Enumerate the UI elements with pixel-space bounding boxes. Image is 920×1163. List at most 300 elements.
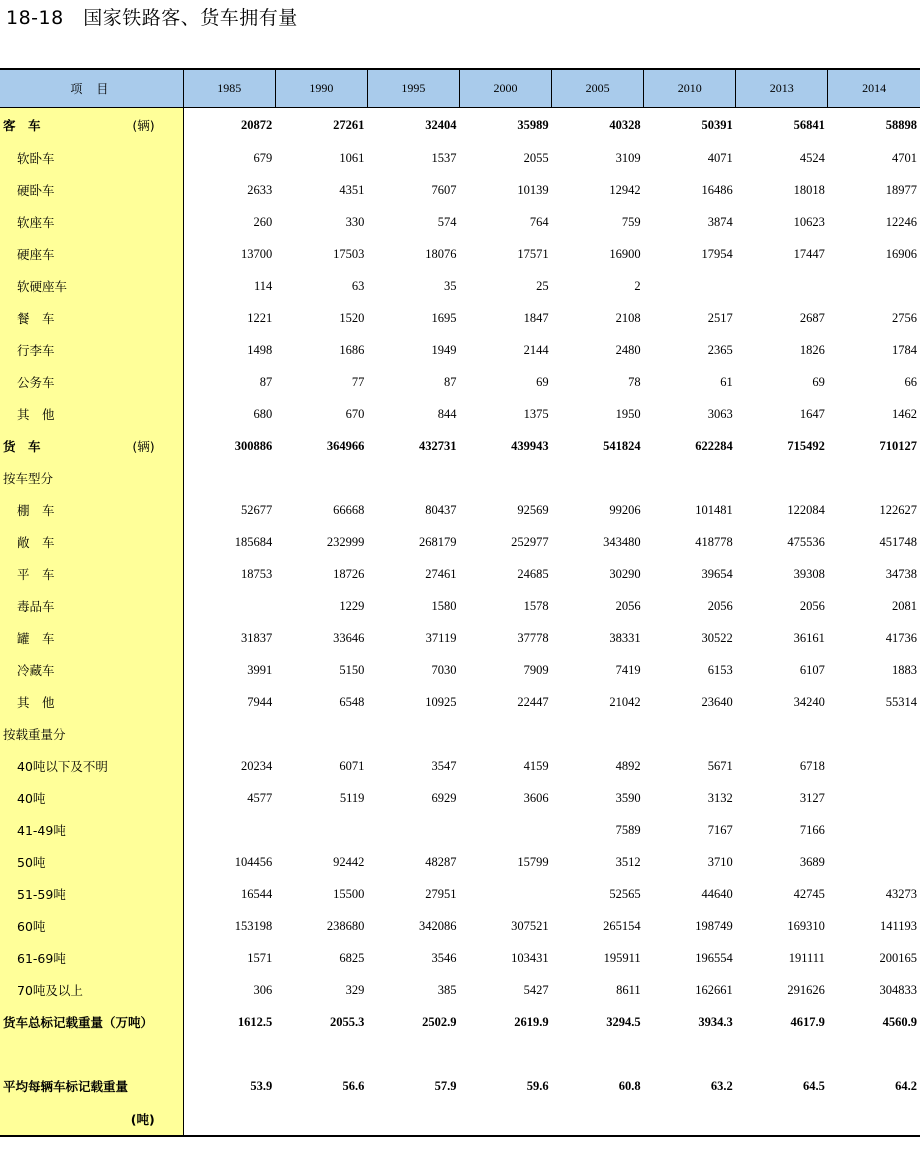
value-cell: 541824	[603, 438, 641, 453]
value-cell: 1883	[892, 662, 917, 677]
value-cell: 69	[812, 374, 825, 389]
value-cell: 4701	[892, 150, 917, 165]
value-cell	[552, 1038, 644, 1070]
value-cell: 1462	[892, 406, 917, 421]
value-cell: 25	[536, 278, 549, 293]
table-header	[0, 69, 920, 108]
value-cell: 7166	[799, 822, 825, 837]
value-cell: 8611	[616, 982, 641, 997]
value-cell: 3109	[615, 150, 641, 165]
value-cell: 4351	[339, 182, 365, 197]
value-cell: 18977	[885, 182, 917, 197]
row-label: 50吨	[17, 855, 46, 870]
value-cell: 2	[634, 278, 641, 293]
value-cell: 59.6	[526, 1078, 549, 1093]
value-cell: 2365	[707, 342, 733, 357]
value-cell	[183, 590, 275, 622]
value-cell: 4071	[707, 150, 733, 165]
value-cell: 87	[259, 374, 273, 389]
row-unit: (辆)	[132, 118, 155, 133]
table-row	[0, 846, 920, 878]
value-cell: 104456	[234, 854, 273, 869]
value-cell: 2055	[523, 150, 549, 165]
value-cell	[275, 462, 367, 494]
value-cell: 63.2	[710, 1078, 733, 1093]
value-cell: 1612.5	[237, 1014, 273, 1029]
row-label: 硬座车	[17, 247, 55, 262]
value-cell: 44640	[701, 886, 733, 901]
value-cell	[828, 750, 920, 782]
table-row	[0, 718, 920, 750]
table-body	[0, 108, 920, 1137]
value-cell: 1578	[523, 598, 549, 613]
value-cell: 36161	[793, 630, 825, 645]
value-cell: 195911	[603, 950, 641, 965]
value-cell: 196554	[695, 950, 733, 965]
value-cell: 34240	[793, 694, 825, 709]
value-cell: 1375	[523, 406, 549, 421]
row-label-cell	[0, 142, 183, 174]
value-cell: 20872	[241, 117, 273, 132]
value-cell: 1061	[339, 150, 365, 165]
row-label: 软卧车	[17, 151, 55, 166]
row-label-cell	[0, 302, 183, 334]
value-cell: 1229	[339, 598, 365, 613]
value-cell: 16906	[885, 246, 917, 261]
value-cell: 300886	[234, 438, 273, 453]
value-cell: 268179	[418, 534, 457, 549]
value-cell: 78	[628, 374, 641, 389]
value-cell: 3063	[707, 406, 733, 421]
value-cell: 670	[345, 406, 365, 421]
value-cell	[828, 814, 920, 846]
row-label-cell	[0, 108, 183, 143]
row-label: 毒品车	[17, 599, 55, 614]
value-cell: 43273	[885, 886, 917, 901]
value-cell: 40328	[609, 117, 641, 132]
value-cell: 12246	[885, 214, 917, 229]
row-label-cell	[0, 1070, 183, 1102]
value-cell: 764	[529, 214, 549, 229]
value-cell	[828, 462, 920, 494]
table-row	[0, 942, 920, 974]
value-cell	[367, 1038, 459, 1070]
row-label-cell	[0, 878, 183, 910]
value-cell: 122627	[879, 502, 917, 517]
value-cell: 18018	[793, 182, 825, 197]
value-cell	[367, 814, 459, 846]
row-label: 61-69吨	[17, 951, 66, 966]
table-row	[0, 270, 920, 302]
row-label: 51-59吨	[17, 887, 66, 902]
value-cell	[828, 846, 920, 878]
value-cell: 61	[720, 374, 733, 389]
value-cell: 66668	[333, 502, 365, 517]
value-cell	[367, 718, 459, 750]
table-row	[0, 238, 920, 270]
table-row	[0, 622, 920, 654]
row-label: 餐 车	[17, 311, 55, 326]
value-cell: 24685	[517, 566, 549, 581]
value-cell	[367, 462, 459, 494]
table-row	[0, 782, 920, 814]
value-cell: 3547	[431, 758, 457, 773]
value-cell: 2108	[615, 310, 641, 325]
row-label: 硬卧车	[17, 183, 55, 198]
row-label: 平均每辆车标记载重量	[3, 1079, 129, 1094]
row-label: 棚 车	[17, 503, 55, 518]
value-cell: 48287	[425, 854, 457, 869]
value-cell: 307521	[511, 918, 549, 933]
row-label-cell	[0, 462, 183, 494]
value-cell: 17447	[793, 246, 825, 261]
value-cell: 15799	[517, 854, 549, 869]
value-cell	[644, 718, 736, 750]
row-label: 软座车	[17, 215, 55, 230]
value-cell	[275, 1102, 367, 1136]
value-cell: 80437	[425, 502, 457, 517]
table-row	[0, 558, 920, 590]
row-label: 冷藏车	[17, 663, 55, 678]
row-label-cell	[0, 974, 183, 1006]
value-cell: 6071	[339, 758, 365, 773]
value-cell: 18726	[333, 566, 365, 581]
row-label-cell	[0, 1006, 183, 1038]
row-label-cell	[0, 910, 183, 942]
value-cell: 844	[437, 406, 457, 421]
value-cell: 3934.3	[698, 1014, 733, 1029]
row-label-cell	[0, 590, 183, 622]
value-cell: 2056	[707, 598, 733, 613]
value-cell: 715492	[787, 438, 825, 453]
value-cell: 4524	[799, 150, 825, 165]
table-row	[0, 814, 920, 846]
value-cell	[644, 1102, 736, 1136]
value-cell: 3606	[523, 790, 549, 805]
row-label-cell	[0, 718, 183, 750]
value-cell: 38331	[609, 630, 641, 645]
value-cell: 92569	[517, 502, 549, 517]
value-cell: 1520	[339, 310, 365, 325]
value-cell: 18076	[425, 246, 457, 261]
value-cell: 1847	[523, 310, 549, 325]
value-cell: 7607	[431, 182, 457, 197]
value-cell: 3710	[707, 854, 733, 869]
value-cell: 162661	[695, 982, 733, 997]
value-cell: 260	[253, 214, 273, 229]
row-label-cell	[0, 526, 183, 558]
table-row	[0, 142, 920, 174]
table-row	[0, 174, 920, 206]
value-cell: 1826	[799, 342, 825, 357]
value-cell: 64.5	[802, 1078, 825, 1093]
table-row	[0, 302, 920, 334]
value-cell: 252977	[511, 534, 549, 549]
value-cell: 759	[621, 214, 641, 229]
header-item-label: 项目	[0, 69, 183, 108]
value-cell: 200165	[879, 950, 917, 965]
value-cell: 306	[253, 982, 273, 997]
value-cell: 17954	[701, 246, 733, 261]
value-cell: 2756	[892, 310, 917, 325]
value-cell: 6825	[339, 950, 365, 965]
value-cell: 1580	[431, 598, 457, 613]
value-cell: 679	[253, 150, 273, 165]
value-cell: 16544	[241, 886, 273, 901]
row-label-cell	[0, 238, 183, 270]
value-cell: 7419	[615, 662, 641, 677]
row-label-cell	[0, 334, 183, 366]
value-cell: 1498	[247, 342, 273, 357]
value-cell	[736, 718, 828, 750]
value-cell: 5119	[339, 790, 365, 805]
value-cell: 291626	[787, 982, 825, 997]
row-label-cell	[0, 814, 183, 846]
value-cell: 1686	[339, 342, 365, 357]
row-unit: (吨)	[130, 1111, 155, 1127]
value-cell	[644, 270, 736, 302]
value-cell: 103431	[511, 950, 549, 965]
value-cell	[552, 718, 644, 750]
row-label: 按载重量分	[3, 727, 66, 742]
value-cell: 432731	[418, 438, 457, 453]
row-label: 按车型分	[3, 471, 54, 486]
value-cell	[736, 1102, 828, 1136]
value-cell: 4159	[523, 758, 549, 773]
value-cell: 3127	[799, 790, 825, 805]
value-cell: 23640	[701, 694, 733, 709]
value-cell: 2633	[247, 182, 273, 197]
value-cell: 3546	[431, 950, 457, 965]
value-cell: 7944	[247, 694, 273, 709]
value-cell	[644, 462, 736, 494]
value-cell	[459, 878, 551, 910]
value-cell: 37778	[517, 630, 549, 645]
value-cell: 232999	[326, 534, 365, 549]
value-cell: 3294.5	[606, 1014, 641, 1029]
table-row	[0, 878, 920, 910]
row-label-cell	[0, 1038, 183, 1070]
value-cell: 63	[351, 278, 365, 293]
row-label: 其 他	[17, 695, 55, 710]
row-label: 敞 车	[17, 535, 55, 550]
header-year: 2010	[644, 69, 736, 108]
value-cell: 304833	[879, 982, 917, 997]
data-table	[0, 68, 920, 1137]
table-row	[0, 750, 920, 782]
value-cell: 1571	[247, 950, 273, 965]
value-cell: 2480	[615, 342, 641, 357]
value-cell: 92442	[333, 854, 365, 869]
value-cell: 2619.9	[514, 1014, 549, 1029]
value-cell: 114	[253, 278, 273, 293]
value-cell: 4617.9	[790, 1014, 825, 1029]
table-row	[0, 462, 920, 494]
value-cell: 2056	[615, 598, 641, 613]
table-row	[0, 526, 920, 558]
table-row	[0, 654, 920, 686]
value-cell: 3991	[247, 662, 273, 677]
table-row	[0, 1102, 920, 1136]
row-label-cell	[0, 654, 183, 686]
row-label-cell	[0, 846, 183, 878]
value-cell	[459, 718, 551, 750]
value-cell: 58898	[885, 117, 917, 132]
value-cell: 6153	[707, 662, 733, 677]
value-cell: 77	[351, 374, 365, 389]
value-cell: 2081	[892, 598, 917, 613]
value-cell: 2687	[799, 310, 825, 325]
value-cell: 16900	[609, 246, 641, 261]
row-label-cell	[0, 782, 183, 814]
value-cell: 439943	[511, 438, 549, 453]
value-cell: 39654	[701, 566, 733, 581]
value-cell	[736, 462, 828, 494]
value-cell: 4560.9	[882, 1014, 917, 1029]
table-row	[0, 1038, 920, 1070]
value-cell: 330	[345, 214, 365, 229]
value-cell: 191111	[788, 950, 825, 965]
value-cell: 52677	[241, 502, 273, 517]
value-cell: 50391	[701, 117, 733, 132]
value-cell: 55314	[885, 694, 917, 709]
table-row	[0, 1070, 920, 1102]
value-cell: 1949	[431, 342, 457, 357]
value-cell	[736, 270, 828, 302]
value-cell: 574	[437, 214, 457, 229]
value-cell	[459, 1038, 551, 1070]
table-row	[0, 334, 920, 366]
row-label-cell	[0, 270, 183, 302]
value-cell: 475536	[787, 534, 825, 549]
value-cell: 17571	[517, 246, 549, 261]
table-row	[0, 910, 920, 942]
value-cell	[828, 718, 920, 750]
header-year: 1990	[275, 69, 367, 108]
row-label-cell	[0, 622, 183, 654]
table-row	[0, 398, 920, 430]
value-cell: 3874	[707, 214, 733, 229]
value-cell: 16486	[701, 182, 733, 197]
row-label: 40吨	[17, 791, 46, 806]
value-cell: 2502.9	[422, 1014, 457, 1029]
row-label-cell	[0, 366, 183, 398]
value-cell: 4577	[247, 790, 273, 805]
value-cell: 265154	[603, 918, 641, 933]
value-cell: 1950	[615, 406, 641, 421]
row-label: 罐 车	[17, 631, 55, 646]
value-cell: 6718	[799, 758, 825, 773]
value-cell: 7030	[431, 662, 457, 677]
table-row	[0, 590, 920, 622]
value-cell: 6107	[799, 662, 825, 677]
value-cell: 141193	[879, 918, 917, 933]
value-cell	[183, 1102, 275, 1136]
value-cell: 122084	[787, 502, 825, 517]
value-cell	[183, 814, 275, 846]
value-cell: 385	[437, 982, 457, 997]
row-label-cell	[0, 1102, 183, 1136]
value-cell: 33646	[333, 630, 365, 645]
row-label-cell	[0, 558, 183, 590]
value-cell: 343480	[603, 534, 641, 549]
value-cell: 5427	[523, 982, 549, 997]
value-cell: 329	[345, 982, 365, 997]
value-cell: 4892	[615, 758, 641, 773]
value-cell: 66	[904, 374, 917, 389]
value-cell: 99206	[609, 502, 641, 517]
value-cell: 34738	[885, 566, 917, 581]
value-cell: 5150	[339, 662, 365, 677]
value-cell: 6548	[339, 694, 365, 709]
value-cell: 27951	[425, 886, 457, 901]
value-cell	[736, 1038, 828, 1070]
value-cell: 7167	[707, 822, 733, 837]
table-row	[0, 366, 920, 398]
row-label-cell	[0, 398, 183, 430]
value-cell: 1221	[247, 310, 273, 325]
value-cell: 30522	[701, 630, 733, 645]
value-cell	[275, 814, 367, 846]
value-cell	[183, 462, 275, 494]
value-cell: 10623	[793, 214, 825, 229]
value-cell: 15500	[333, 886, 365, 901]
table-row	[0, 494, 920, 526]
value-cell	[828, 1102, 920, 1136]
value-cell: 39308	[793, 566, 825, 581]
value-cell: 41736	[885, 630, 917, 645]
value-cell: 2517	[707, 310, 733, 325]
header-year: 2014	[828, 69, 920, 108]
row-label: 平 车	[17, 567, 55, 582]
value-cell	[275, 718, 367, 750]
value-cell: 2144	[523, 342, 549, 357]
row-label-cell	[0, 494, 183, 526]
value-cell: 5671	[707, 758, 733, 773]
value-cell: 7909	[523, 662, 549, 677]
value-cell: 622284	[695, 438, 733, 453]
row-label: 60吨	[17, 919, 46, 934]
header-year: 2013	[736, 69, 828, 108]
value-cell	[275, 1038, 367, 1070]
table-row	[0, 974, 920, 1006]
value-cell: 3512	[615, 854, 641, 869]
value-cell	[828, 782, 920, 814]
value-cell	[183, 718, 275, 750]
value-cell	[183, 1038, 275, 1070]
value-cell: 53.9	[250, 1078, 273, 1093]
value-cell: 56841	[793, 117, 825, 132]
value-cell: 27461	[425, 566, 457, 581]
row-label: 40吨以下及不明	[17, 759, 108, 774]
value-cell: 20234	[241, 758, 273, 773]
row-label: 货车总标记载重量（万吨）	[3, 1015, 154, 1030]
value-cell	[367, 1102, 459, 1136]
header-year: 1985	[183, 69, 275, 108]
value-cell: 12942	[609, 182, 641, 197]
row-label: 70吨及以上	[17, 983, 83, 998]
value-cell: 238680	[326, 918, 365, 933]
value-cell: 87	[443, 374, 457, 389]
value-cell: 22447	[517, 694, 549, 709]
value-cell: 1537	[431, 150, 457, 165]
row-label: 货 车	[3, 439, 41, 454]
value-cell: 37119	[425, 630, 457, 645]
row-label-cell	[0, 942, 183, 974]
row-label: 行李车	[17, 343, 55, 358]
value-cell: 1784	[892, 342, 917, 357]
value-cell: 10925	[425, 694, 457, 709]
